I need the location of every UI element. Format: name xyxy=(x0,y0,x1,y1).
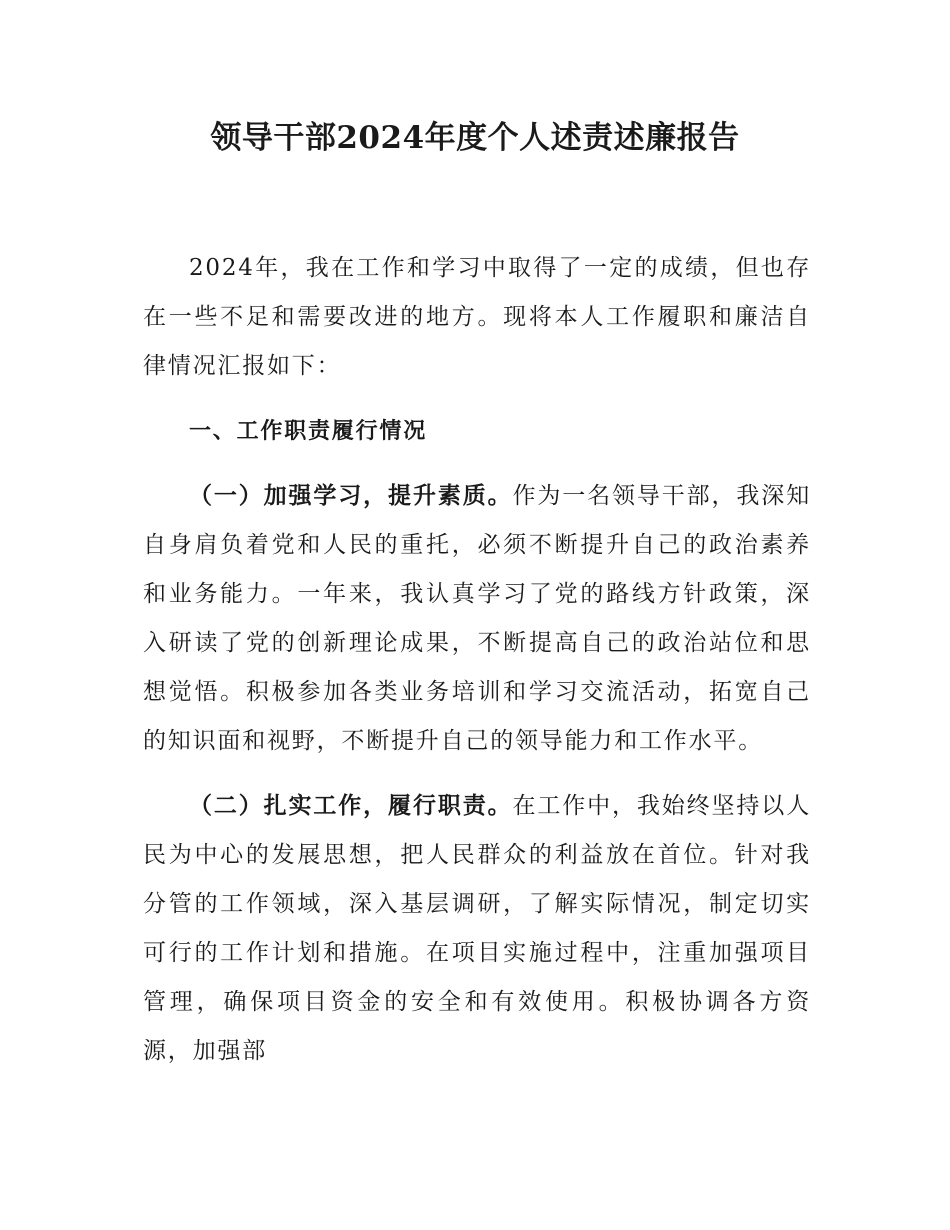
document-title: 领导干部2024年度个人述责述廉报告 xyxy=(210,120,740,156)
subsection-2-paragraph xyxy=(143,782,811,1076)
subsection-1-body: 作为一名领导干部，我深知自身肩负着党和人民的重托，必须不断提升自己的政治素养和业务能力。一年来，我认真学习了党的路线方针政策，深入研读了党的创新理论成果，不断提高自己的政治站位和思想觉悟。积极参加各类业务培训和学习交流活动，拓宽自己的知识面和视野，不断提升自己的领导能力和工作水平。 xyxy=(143,483,811,754)
subsection-2-body: 在工作中，我始终坚持以人民为中心的发展思想，把人民群众的利益放在首位。针对我分管的工作领域，深入基层调研，了解实际情况，制定切实可行的工作计划和措施。在项目实施过程中，注重加强项目管理，确保项目资金的安全和有效使用。积极协调各方资源，加强部 xyxy=(143,793,811,1064)
subsection-1-lead: （一）加强学习，提升素质。 xyxy=(189,483,513,509)
document-body xyxy=(143,244,811,1092)
subsection-1-paragraph xyxy=(143,472,811,766)
section-heading: 一、工作职责履行情况 xyxy=(189,419,428,444)
subsection-2-lead: （二）扎实工作，履行职责。 xyxy=(189,793,513,819)
intro-paragraph: 2024年，我在工作和学习中取得了一定的成绩，但也存在一些不足和需要改进的地方。现将本人工作履职和廉洁自律情况汇报如下： xyxy=(143,255,811,379)
